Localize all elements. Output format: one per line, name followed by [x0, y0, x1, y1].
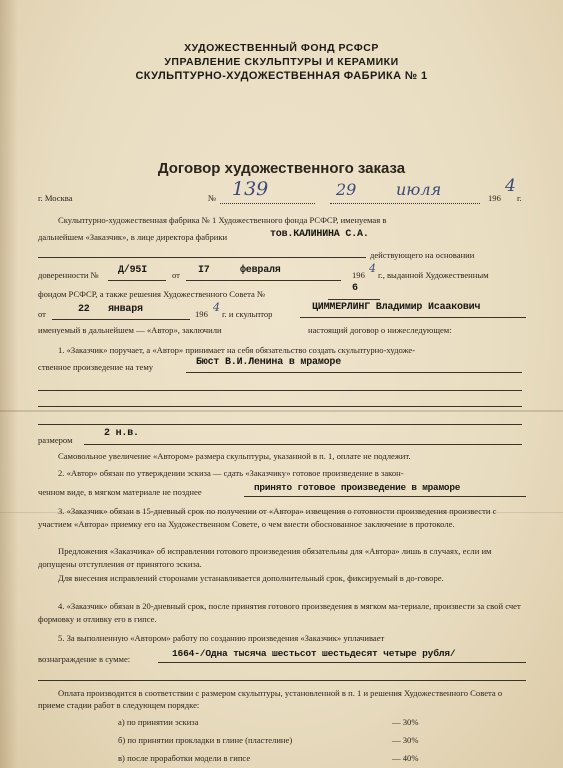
proxy-issued: г., выданной Художественным: [378, 270, 489, 280]
item5-line1: 5. За выполненную «Автором» работу по созданию произведения «Заказчик» уплачивает: [58, 633, 385, 643]
council-number: 6: [352, 283, 358, 294]
proxy-from-label: от: [172, 270, 180, 280]
blank-line: [38, 680, 526, 681]
sum-line: [158, 662, 526, 663]
proxy-label: доверенности №: [38, 270, 99, 280]
para1-line3: действующего на основании: [370, 250, 475, 260]
item2-line1: 2. «Автор» обязан по утверждении эскиза — сдать «Заказчику» готовое произведение в закон-: [58, 468, 404, 478]
commission-theme: Бюст В.И.Ленина в мраморе: [196, 357, 342, 368]
proxy-month: февраля: [240, 265, 281, 276]
proxy-number: Д/95I: [118, 265, 148, 276]
item4: 4. «Заказчик» обязан в 20-дневный срок, после принятия готового произведения в мягком ма-териале, произвести за свой счет формовку и отливку его в гипсе.: [38, 601, 521, 624]
payment-sum: 1664-/Одна тысяча шестьсот шестьдесят четыре рубля/: [172, 648, 456, 659]
item1-line2: ственное произведение на тему: [38, 362, 154, 372]
stage-b-pct: — 30%: [392, 735, 419, 745]
corrections-paragraph: Предложения «Заказчика» об исправлении готового произведения обязательны для «Автора» лишь в случаях, если им допущены отступления от принятого эскиза.: [38, 546, 492, 569]
council-date-line: [52, 319, 190, 320]
blank-line: [38, 424, 522, 425]
delivery-line: [244, 496, 526, 497]
factory-name: СКУЛЬПТУРНО-ХУДОЖЕСТВЕННАЯ ФАБРИКА № 1: [135, 70, 428, 82]
year-suffix: г.: [517, 193, 522, 203]
proxy-number-line: [108, 280, 166, 281]
theme-line: [186, 372, 522, 373]
para1-line2: дальнейшем «Заказчик», в лице директора фабрики: [38, 232, 228, 242]
stage-b-label: б) по принятии прокладки в глине (пластелине): [118, 735, 293, 745]
fund-council-label: фондом РСФСР, а также решения Художественного Совета №: [38, 289, 266, 299]
sculptor-name: ЦИММЕРЛИНГ Владимир Исаакович: [312, 302, 481, 313]
size-line: [84, 444, 522, 445]
sculptor-line: [300, 317, 526, 318]
agreement-clause: настоящий договор о нижеследующем:: [308, 325, 452, 335]
number-line: [220, 203, 315, 204]
council-day: 22: [78, 304, 90, 315]
council-month: января: [108, 304, 143, 315]
fold-line: [0, 410, 563, 412]
proxy-year-digit: 4: [369, 262, 376, 275]
year-digit: 4: [505, 176, 516, 196]
council-year-prefix: 196: [195, 309, 208, 319]
number-label: №: [208, 193, 217, 203]
item2-line2: ченном виде, в мягком материале не позднее: [38, 487, 202, 497]
unauthorized-enlargement: Самовольное увеличение «Автором» размера скульптуры, указанной в п. 1, оплате не подлежит.: [58, 451, 411, 461]
year-prefix: 196: [488, 193, 501, 203]
proxy-date-line: [186, 280, 341, 281]
blank-line: [38, 406, 522, 407]
contract-number: 139: [232, 178, 269, 200]
council-number-line: [328, 299, 380, 300]
contract-day: 29: [336, 180, 357, 199]
stage-a-pct: — 30%: [392, 717, 419, 727]
blank-line: [38, 390, 522, 391]
item1-line1: 1. «Заказчик» поручает, а «Автор» принимает на себя обязательство создать скульптурно-художе-: [58, 345, 416, 355]
payment-intro: Оплата производится в соответствии с размером скульптуры, установленной в п. 1 и решения Художественного Совета о приеме стадии работ в следующем порядке:: [38, 688, 503, 710]
para1-line1: Скульптурно-художественная фабрика № 1 Художественного фонда РСФСР, именуемая в: [58, 215, 387, 225]
paper-edge-shadow: [0, 0, 18, 768]
size-label: размером: [38, 435, 73, 445]
item3: 3. «Заказчик» обязан в 15-дневный срок по получении от «Автора» извещения о готовности произведения произвести с участием «Автора» приемку его на Художественном Совете, о чем внести обоснованное заключение в протоколе.: [38, 506, 497, 529]
date-line: [330, 203, 480, 204]
blank-line: [38, 257, 366, 258]
additional-term-paragraph: Для внесения исправлений сторонами устанавливается дополнительный срок, фиксируемый в до-говоре.: [58, 573, 444, 583]
org-name: ХУДОЖЕСТВЕННЫЙ ФОНД РСФСР: [184, 42, 379, 54]
proxy-day: I7: [198, 265, 210, 276]
author-clause: именуемый в дальнейшем — «Автор», заключили: [38, 325, 222, 335]
stage-c-pct: — 40%: [392, 753, 419, 763]
city: г. Москва: [38, 193, 73, 203]
department-name: УПРАВЛЕНИЕ СКУЛЬПТУРЫ И КЕРАМИКИ: [164, 56, 399, 68]
council-year-digit: 4: [213, 301, 220, 314]
stage-c-label: в) после проработки модели в гипсе: [118, 753, 251, 763]
sculptor-label: г. и скульптор: [222, 309, 273, 319]
item5-line2: вознаграждение в сумме:: [38, 654, 131, 664]
document-title: Договор художественного заказа: [157, 160, 406, 177]
stage-a-label: а) по принятии эскиза: [118, 717, 199, 727]
council-from-label: от: [38, 309, 46, 319]
sculpture-size: 2 н.в.: [104, 428, 139, 439]
proxy-year-prefix: 196: [352, 270, 365, 280]
delivery-term: принято готовое произведение в мраморе: [254, 482, 461, 493]
contract-month: июля: [396, 180, 442, 199]
director-name: тов.КАЛИНИНА С.А.: [270, 229, 369, 240]
